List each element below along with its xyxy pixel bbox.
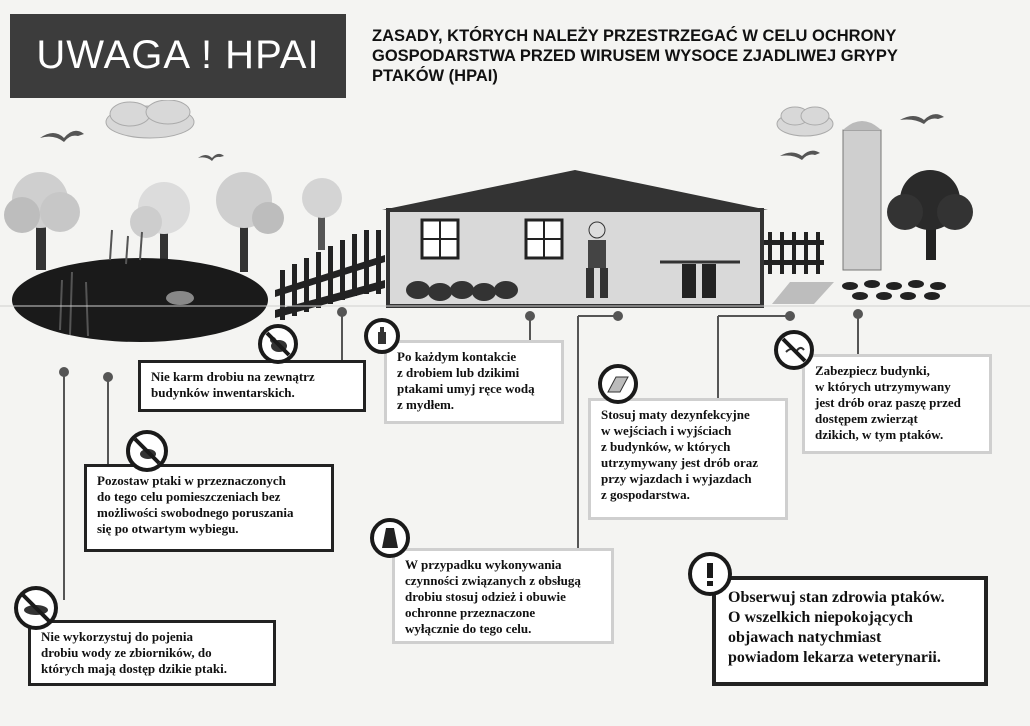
rule-line: Stosuj maty dezynfekcyjne — [601, 407, 750, 422]
rule-line: w których utrzymywany — [815, 379, 951, 394]
rule-box-no-pond-water — [28, 620, 276, 686]
rule-line: wyłącznie do tego celu. — [405, 621, 532, 636]
rule-line: powiadom lekarza weterynarii. — [728, 649, 941, 666]
disinfection-mat-icon — [598, 364, 638, 404]
rule-line: Obserwuj stan zdrowia ptaków. — [728, 589, 945, 606]
headline-line: ZASADY, KTÓRYCH NALEŻY PRZESTRZEGAĆ W CELU OCHRONY — [372, 27, 897, 45]
protective-apron-icon — [370, 518, 410, 558]
hand-soap-icon — [364, 318, 400, 354]
rule-line: jest drób oraz paszę przed — [815, 395, 961, 410]
rule-line: ochronne przeznaczone — [405, 605, 536, 620]
rule-line: czynności związanych z obsługą — [405, 573, 581, 588]
rule-line: utrzymywany jest drób oraz — [601, 455, 759, 470]
rule-box-no-feeding-outside — [138, 360, 366, 412]
rule-box-disinfection-mats — [588, 398, 788, 520]
rule-line: przy wjazdach i wyjazdach — [601, 471, 752, 486]
rule-line: Po każdym kontakcie — [397, 349, 517, 364]
rule-box-protective-clothing — [392, 548, 614, 644]
rule-box-wash-hands — [384, 340, 564, 424]
no-feeding-icon — [258, 324, 298, 364]
rule-line: do tego celu pomieszczeniach bez — [97, 489, 281, 504]
rule-box-secure-buildings — [802, 354, 992, 454]
no-wild-birds-icon — [774, 330, 814, 370]
rule-line: W przypadku wykonywania — [405, 557, 562, 572]
rule-line: O wszelkich niepokojących — [728, 609, 913, 626]
headline-line: PTAKÓW (HPAI) — [372, 67, 498, 85]
rule-line: z mydłem. — [397, 397, 455, 412]
rule-line: budynków inwentarskich. — [151, 385, 295, 400]
rule-line: się po otwartym wybiegu. — [97, 521, 239, 536]
no-pond-water-icon — [14, 586, 58, 630]
rule-line: Nie karm drobiu na zewnątrz — [151, 369, 315, 384]
rule-line: z gospodarstwa. — [601, 487, 690, 502]
rule-line: drobiu wody ze zbiorników, do — [41, 645, 212, 660]
rule-line: z budynków, w których — [601, 439, 731, 454]
exclamation-icon — [688, 552, 732, 596]
rule-line: drobiu stosuj odzież i obuwie — [405, 589, 566, 604]
page-title: UWAGA ! HPAI — [36, 33, 320, 77]
rule-line: których mają dostęp dzikie ptaki. — [41, 661, 227, 676]
rule-line: możliwości swobodnego poruszania — [97, 505, 294, 520]
rule-box-keep-indoors — [84, 464, 334, 552]
rule-line: Pozostaw ptaki w przeznaczonych — [97, 473, 286, 488]
rule-line: w wejściach i wyjściach — [601, 423, 732, 438]
rule-line: ptakami umyj ręce wodą — [397, 381, 535, 396]
rule-box-observe-health — [712, 576, 988, 686]
rule-line: Zabezpiecz budynki, — [815, 363, 930, 378]
rule-line: objawach natychmiast — [728, 629, 882, 646]
rule-line: Nie wykorzystuj do pojenia — [41, 629, 194, 644]
rule-line: dostępem zwierząt — [815, 411, 918, 426]
headline-line: GOSPODARSTWA PRZED WIRUSEM WYSOCE ZJADLIWEJ GRYPY — [372, 47, 898, 65]
no-free-range-icon — [126, 430, 168, 472]
rule-line: z drobiem lub dzikimi — [397, 365, 520, 380]
rule-line: dzikich, w tym ptaków. — [815, 427, 944, 442]
